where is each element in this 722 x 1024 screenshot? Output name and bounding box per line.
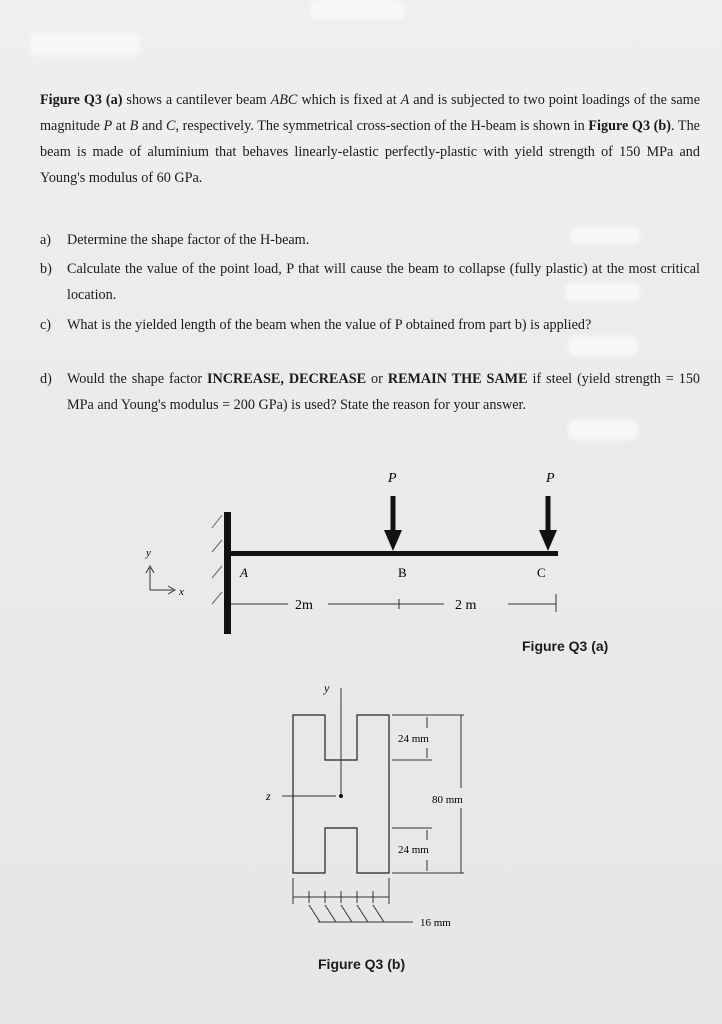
- point-label-a: A: [240, 565, 248, 580]
- question-label: c): [40, 317, 52, 333]
- intro-text-7: . The beam is made of aluminium that behaves linearly-elastic perfectly-plastic with yield strength of 150 MPa and Young's modulus of 60 GPa.: [40, 118, 700, 186]
- axis-label-x: x: [179, 586, 184, 598]
- dim-bottom-flange-label: 24 mm: [398, 844, 429, 856]
- load-symbol: P: [103, 118, 113, 134]
- centroid-point: [339, 794, 343, 798]
- point-b-ref: B: [129, 118, 139, 134]
- figure-b-caption: Figure Q3 (b): [318, 956, 406, 972]
- figure-ref-b: Figure Q3 (b): [588, 118, 672, 134]
- dim-overall-height-label: 80 mm: [432, 794, 463, 806]
- dimension-label-ab: 2m: [295, 598, 313, 613]
- load-label-b: P: [388, 471, 397, 486]
- intro-text-3: and is subjected to two point loadings of the same magnitude: [40, 92, 701, 134]
- point-label-b: B: [398, 565, 407, 580]
- figure-a-caption: Figure Q3 (a): [522, 638, 609, 654]
- question-label: d): [40, 371, 52, 387]
- question-text-part: if steel (yield strength = 150 MPa and Young's modulus = 200 GPa) is used? State the reason for your answer.: [67, 371, 701, 413]
- figure-ref-a: Figure Q3 (a): [40, 92, 123, 108]
- dim-width-label: 16 mm: [420, 917, 451, 929]
- load-label-c: P: [546, 471, 555, 486]
- question-text: Calculate the value of the point load, P that will cause the beam to collapse (fully plastic) at the most critical location.: [67, 261, 700, 303]
- section-axis-y-label: y: [324, 681, 330, 695]
- beam-name: ABC: [270, 92, 298, 108]
- question-emphasis: REMAIN THE SAME: [387, 371, 528, 387]
- dim-width-ticks: [293, 878, 413, 922]
- question-text: Determine the shape factor of the H-beam.: [67, 232, 310, 248]
- point-a-ref: A: [400, 92, 410, 108]
- intro-text-2: which is fixed at: [297, 92, 401, 108]
- question-label: b): [40, 261, 52, 277]
- question-text: What is the yielded length of the beam when the value of P obtained from part b) is applied?: [67, 317, 592, 333]
- question-emphasis: INCREASE, DECREASE: [207, 371, 367, 387]
- point-label-c: C: [537, 565, 546, 580]
- axis-label-y: y: [146, 547, 151, 559]
- intro-text-6: , respectively. The symmetrical cross-section of the H-beam is shown in: [175, 118, 589, 134]
- section-axis-z-label: z: [266, 789, 271, 803]
- intro-text-4: at: [112, 118, 130, 134]
- point-c-ref: C: [166, 118, 176, 134]
- dimension-label-bc: 2 m: [455, 598, 477, 613]
- question-label: a): [40, 232, 52, 248]
- question-text-part: or: [366, 371, 388, 387]
- intro-text-5: and: [138, 118, 167, 134]
- intro-text-1: shows a cantilever beam: [122, 92, 271, 108]
- question-text-part: Would the shape factor: [67, 371, 207, 387]
- dim-top-flange-label: 24 mm: [398, 733, 429, 745]
